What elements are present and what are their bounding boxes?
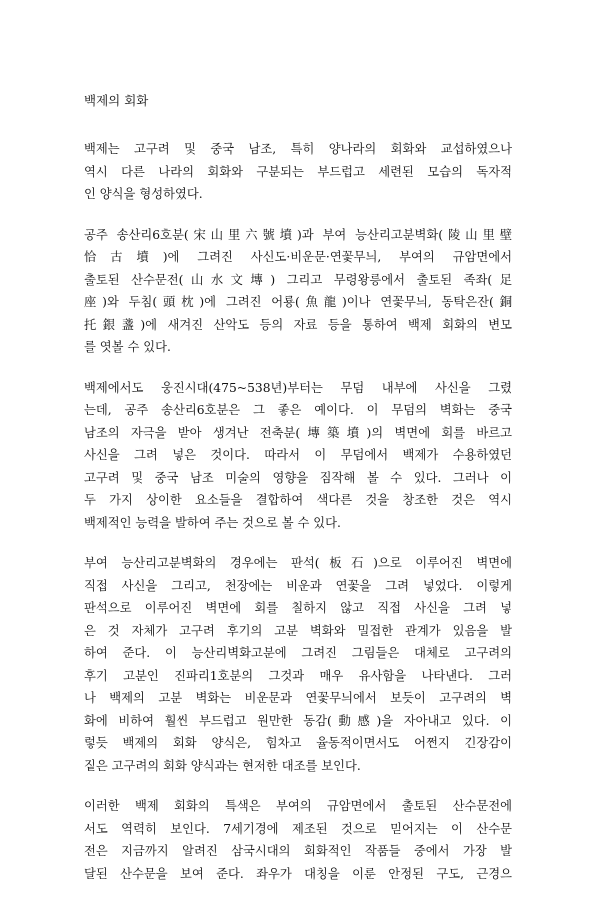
text-line: 짙은 고구려의 회화 양식과는 현저한 대조를 보인다.: [84, 758, 361, 773]
text-line: 이러한 백제 회화의 특색은 부여의 규암면에서 출토된 산수문전에: [84, 799, 512, 813]
text-line: 남조의 자극을 받아 생겨난 전축분(塼築墳)의 벽면에 회를 바르고: [84, 425, 512, 440]
text-line: 는데, 공주 송산리6호분은 그 좋은 예이다. 이 무덤의 벽화는 중국: [84, 403, 512, 417]
paragraph: [84, 795, 512, 885]
paragraph: [84, 138, 512, 206]
text-line: 출토된 산수문전(山水文塼) 그리고 무령왕릉에서 출토된 족좌(足: [84, 272, 512, 287]
text-line: 托銀盞)에 새겨진 산악도 등의 자료 등을 통하여 백제 회화의 변모: [84, 317, 512, 332]
text-line: 은 것 자체가 고구려 후기의 고분 벽화와 밀접한 관계가 있음을 발: [84, 623, 512, 638]
document-title: 백제의 회화: [84, 93, 149, 108]
paragraph: [84, 377, 512, 535]
text-line: 판석으로 이루어진 벽면에 회를 칠하지 않고 직접 사신을 그려 넣: [84, 601, 512, 615]
text-line: 화에 비하여 훨씬 부드럽고 원만한 동감(動感)을 자아내고 있다. 이: [84, 713, 512, 728]
text-line: 직접 사신을 그리고, 천장에는 비운과 연꽃을 그려 넣었다. 이렇게: [84, 578, 512, 593]
text-line: 고구려 및 중국 남조 미술의 영향을 짐작해 볼 수 있다. 그러나 이: [84, 470, 512, 485]
text-line: 를 엿볼 수 있다.: [84, 340, 171, 354]
text-line: 백제는 고구려 및 중국 남조, 특히 양나라의 회화와 교섭하였으나: [84, 142, 512, 156]
document-body: [84, 138, 512, 903]
text-line: 恰古墳)에 그려진 사신도·비운문·연꽃무늬, 부여의 규암면에서: [84, 250, 512, 264]
text-line: 달된 산수문을 보여 준다. 좌우가 대칭을 이룬 안정된 구도, 근경으: [84, 866, 512, 881]
text-line: 공주 송산리6호분(宋山里六號墳)과 부여 능산리고분벽화(陵山里壁: [84, 227, 512, 242]
text-line: 백제적인 능력을 발하여 주는 것으로 볼 수 있다.: [84, 515, 341, 530]
text-line: 백제에서도 웅진시대(475~538년)부터는 무덤 내부에 사신을 그렸: [84, 380, 512, 395]
text-line: 두 가지 상이한 요소들을 결합하여 색다른 것을 창조한 것은 역시: [84, 493, 512, 507]
paragraph: [84, 224, 512, 359]
text-line: 서도 역력히 보인다. 7세기경에 제조된 것으로 믿어지는 이 산수문: [84, 821, 512, 836]
text-line: 부여 능산리고분벽화의 경우에는 판석(板石)으로 이루어진 벽면에: [84, 556, 512, 570]
paragraph: [84, 552, 512, 777]
text-line: 렇듯 백제의 회화 양식은, 힘차고 율동적이면서도 어쩐지 긴장감이: [84, 736, 512, 750]
text-line: 사신을 그려 넣은 것이다. 따라서 이 무덤에서 백제가 수용하였던: [84, 448, 512, 462]
text-line: 역시 다른 나라의 회화와 구분되는 부드럽고 세련된 모습의 독자적: [84, 164, 512, 179]
text-line: 나 백제의 고분 벽화는 비운문과 연꽃무늬에서 보듯이 고구려의 벽: [84, 691, 512, 705]
text-line: 하여 준다. 이 능산리벽화고분에 그려진 그림들은 대체로 고구려의: [84, 646, 512, 660]
text-line: 인 양식을 형성하였다.: [84, 187, 203, 201]
text-line: 후기 고분인 진파리1호분의 그것과 매우 유사함을 나타낸다. 그러: [84, 668, 512, 683]
text-line: 전은 지금까지 알려진 삼국시대의 회화적인 작품들 중에서 가장 발: [84, 844, 512, 858]
text-line: 座)와 두침(頭枕)에 그려진 어룡(魚龍)이나 연꽃무늬, 동탁은잔(銅: [84, 295, 512, 309]
